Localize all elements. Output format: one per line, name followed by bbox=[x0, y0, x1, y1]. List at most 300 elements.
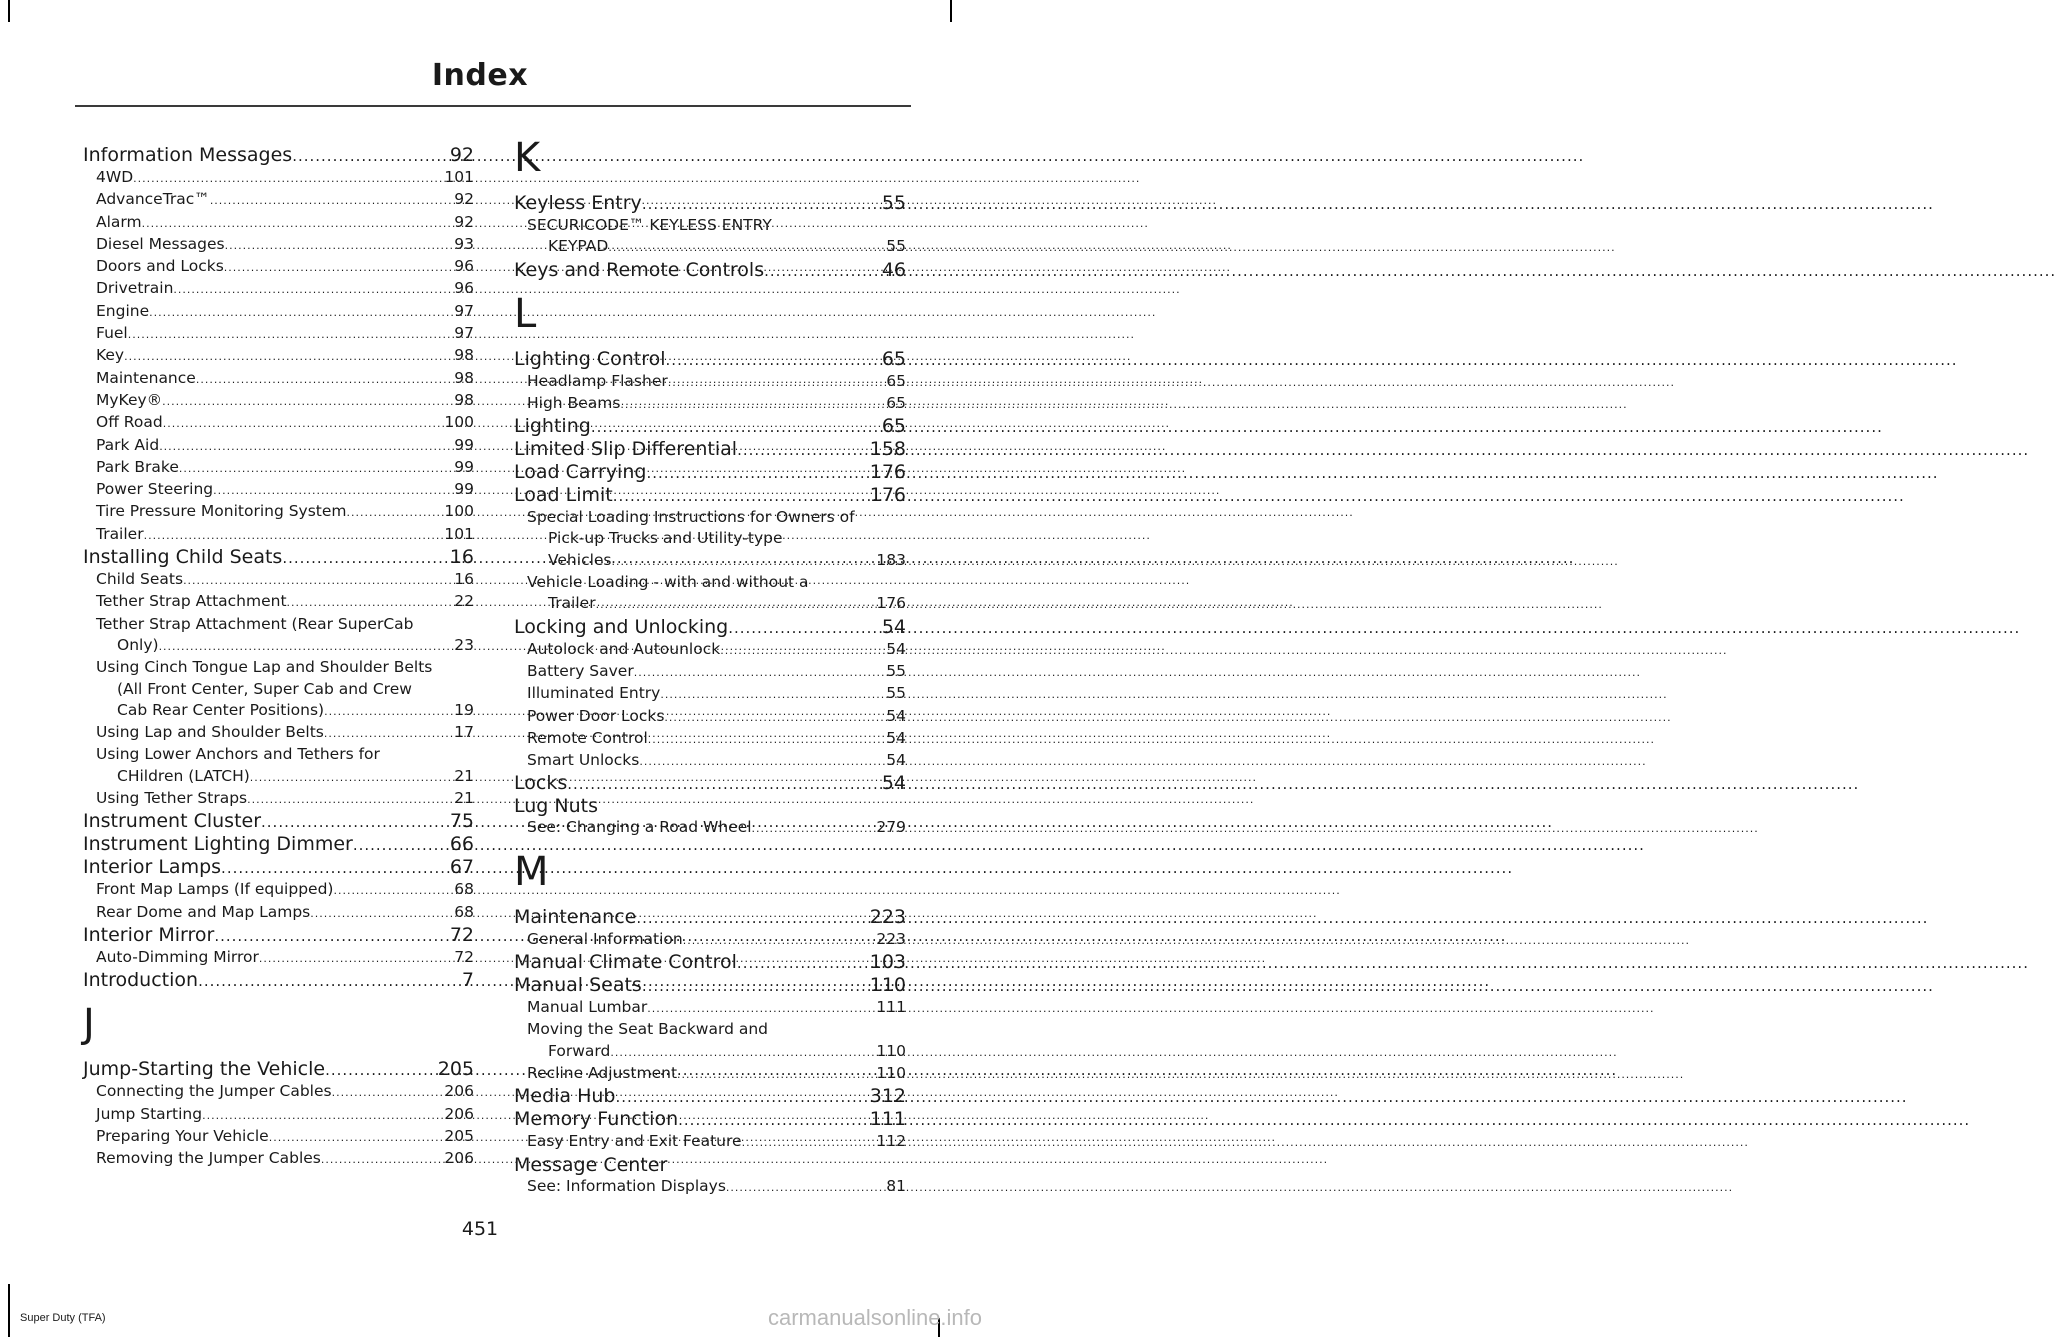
index-subentry[interactable] bbox=[83, 1126, 474, 1148]
page-ref: 19 bbox=[454, 700, 474, 719]
entry-label: Illuminated Entry bbox=[527, 684, 661, 703]
index-subentry[interactable] bbox=[83, 345, 474, 367]
index-entry[interactable] bbox=[514, 906, 906, 929]
entry-label: Maintenance bbox=[96, 368, 196, 387]
dot-leader bbox=[321, 1149, 445, 1170]
index-entry[interactable] bbox=[83, 1058, 474, 1081]
dot-leader bbox=[752, 818, 877, 839]
index-subentry[interactable] bbox=[514, 1131, 906, 1153]
entry-label: Information Messages bbox=[83, 144, 293, 166]
index-subentry[interactable] bbox=[83, 189, 474, 211]
dot-leader bbox=[612, 551, 877, 572]
dot-leader bbox=[737, 439, 870, 461]
page-ref: 110 bbox=[876, 1041, 906, 1060]
index-subentry[interactable] bbox=[514, 683, 906, 705]
entry-label: Load Carrying bbox=[514, 461, 647, 484]
dot-leader bbox=[247, 789, 454, 810]
index-entry[interactable] bbox=[83, 144, 474, 167]
dot-leader bbox=[196, 369, 454, 390]
index-entry[interactable] bbox=[514, 461, 906, 484]
index-entry[interactable] bbox=[514, 438, 906, 461]
page-ref: 54 bbox=[881, 615, 906, 638]
entry-label: Manual Lumbar bbox=[527, 998, 648, 1017]
dot-leader bbox=[642, 193, 882, 215]
index-subentry[interactable] bbox=[83, 902, 474, 924]
index-entry[interactable] bbox=[514, 772, 906, 795]
dot-leader bbox=[646, 462, 869, 484]
page-ref: 65 bbox=[881, 415, 906, 438]
entry-label: Power Steering bbox=[96, 480, 214, 499]
index-subentry[interactable] bbox=[83, 1148, 474, 1170]
index-subentry[interactable] bbox=[514, 215, 906, 259]
page-ref: 110 bbox=[876, 1063, 906, 1082]
page-ref: 65 bbox=[881, 347, 906, 370]
entry-label: Using Tether Straps bbox=[96, 789, 248, 808]
page-ref: 206 bbox=[444, 1104, 474, 1123]
page-ref: 176 bbox=[869, 461, 906, 484]
index-subentry[interactable] bbox=[83, 788, 474, 810]
page-ref: 23 bbox=[454, 635, 474, 654]
page-ref: 98 bbox=[454, 368, 474, 387]
dot-leader bbox=[636, 907, 869, 929]
index-subentry[interactable] bbox=[83, 501, 474, 523]
index-subentry[interactable] bbox=[83, 412, 474, 434]
entry-label: Locks bbox=[514, 772, 568, 795]
dot-leader bbox=[678, 1109, 870, 1131]
index-subentry[interactable] bbox=[83, 368, 474, 390]
entry-label-continued: Cab Rear Center Positions) bbox=[117, 700, 325, 719]
dot-leader bbox=[613, 485, 870, 507]
page-ref: 99 bbox=[454, 435, 474, 454]
crop-mark-bottom-left bbox=[8, 1284, 10, 1337]
page-ref: 92 bbox=[449, 144, 474, 166]
index-subentry[interactable] bbox=[514, 1176, 906, 1198]
dot-leader bbox=[639, 751, 886, 772]
index-subentry[interactable] bbox=[83, 323, 474, 345]
page-ref: 96 bbox=[454, 257, 474, 276]
dot-leader bbox=[128, 324, 455, 345]
entry-label: Introduction bbox=[83, 969, 199, 992]
index-subentry[interactable] bbox=[514, 572, 906, 616]
page-ref: 54 bbox=[886, 639, 906, 658]
page-ref: 101 bbox=[444, 168, 474, 186]
entry-label: Maintenance bbox=[514, 905, 637, 928]
entry-last-line bbox=[83, 766, 474, 788]
dot-leader bbox=[213, 480, 454, 501]
page-ref: 16 bbox=[449, 546, 474, 569]
entry-label-continued: Trailer bbox=[548, 594, 596, 613]
index-heading: Lug Nuts bbox=[514, 795, 598, 818]
index-entry[interactable] bbox=[83, 924, 474, 947]
dot-leader bbox=[324, 723, 454, 744]
page-ref: 65 bbox=[886, 393, 906, 412]
entry-last-line bbox=[514, 593, 906, 615]
index-subentry[interactable] bbox=[514, 1019, 906, 1063]
dot-leader bbox=[608, 237, 886, 258]
page-ref: 205 bbox=[437, 1058, 474, 1081]
dot-leader bbox=[333, 880, 454, 901]
page-ref: 111 bbox=[876, 998, 906, 1017]
dot-leader bbox=[610, 1042, 876, 1063]
index-subentry[interactable] bbox=[514, 661, 906, 683]
entry-label: Installing Child Seats bbox=[83, 546, 283, 569]
page-ref: 111 bbox=[869, 1108, 906, 1131]
dot-leader bbox=[332, 1082, 445, 1103]
entry-label-continued: Forward bbox=[548, 1041, 611, 1060]
page-ref: 7 bbox=[461, 969, 474, 992]
page-ref: 54 bbox=[886, 751, 906, 770]
entry-label: Tire Pressure Monitoring System bbox=[96, 502, 347, 521]
entry-label: Manual Seats bbox=[514, 974, 642, 997]
dot-leader bbox=[660, 684, 886, 705]
dot-leader bbox=[210, 190, 454, 211]
index-subentry[interactable] bbox=[83, 435, 474, 457]
page-ref: 55 bbox=[886, 237, 906, 256]
dot-leader bbox=[149, 302, 454, 323]
section-letter: K bbox=[514, 135, 541, 181]
entry-label: Front Map Lamps (If equipped) bbox=[96, 880, 334, 899]
index-subentry[interactable] bbox=[83, 569, 474, 591]
page-ref: 21 bbox=[454, 766, 474, 785]
index-subentry[interactable] bbox=[83, 1104, 474, 1126]
dot-leader bbox=[159, 636, 455, 657]
page-ref: 22 bbox=[454, 592, 474, 611]
entry-label: Media Hub bbox=[514, 1085, 616, 1108]
index-entry[interactable] bbox=[514, 1108, 906, 1131]
entry-label: Keys and Remote Controls bbox=[514, 258, 765, 281]
index-subentry[interactable] bbox=[514, 997, 906, 1019]
page-ref: 96 bbox=[454, 279, 474, 298]
dot-leader bbox=[179, 458, 454, 479]
page-ref: 279 bbox=[876, 818, 906, 837]
index-entry[interactable] bbox=[83, 856, 474, 879]
dot-leader bbox=[677, 1064, 876, 1085]
entry-last-line bbox=[514, 550, 906, 572]
page-ref: 67 bbox=[449, 856, 474, 879]
page-ref: 46 bbox=[881, 258, 906, 281]
index-subentry[interactable] bbox=[514, 929, 906, 951]
page-ref: 103 bbox=[869, 951, 906, 974]
index-subentry[interactable] bbox=[83, 657, 474, 722]
index-subentry[interactable] bbox=[514, 1063, 906, 1085]
page-ref: 75 bbox=[449, 810, 474, 833]
dot-leader bbox=[591, 416, 882, 438]
dot-leader bbox=[287, 592, 455, 613]
dot-leader bbox=[310, 903, 454, 924]
dot-leader bbox=[133, 168, 444, 189]
index-subentry[interactable] bbox=[514, 393, 906, 415]
dot-leader bbox=[162, 391, 454, 412]
index-entry[interactable] bbox=[514, 951, 906, 974]
page-ref: 98 bbox=[454, 346, 474, 365]
entry-last-line bbox=[83, 700, 474, 722]
page-ref: 55 bbox=[881, 192, 906, 214]
entry-label: Moving the Seat Backward and bbox=[527, 1020, 768, 1039]
entry-label: Doors and Locks bbox=[96, 257, 224, 276]
entry-label: Special Loading Instructions for Owners of bbox=[527, 508, 855, 527]
entry-label: Smart Unlocks bbox=[527, 751, 640, 770]
entry-label: Removing the Jumper Cables bbox=[96, 1149, 321, 1168]
index-entry[interactable] bbox=[514, 974, 906, 997]
page-ref: 100 bbox=[444, 413, 474, 432]
index-entry[interactable] bbox=[514, 484, 906, 507]
entry-label: Using Lap and Shoulder Belts bbox=[96, 723, 324, 742]
entry-label: Diesel Messages bbox=[96, 234, 225, 253]
index-subentry[interactable] bbox=[83, 524, 474, 546]
entry-label: Locking and Unlocking bbox=[514, 615, 729, 638]
entry-label: Trailer bbox=[96, 524, 144, 543]
entry-label-continued: Pick-up Trucks and Utility-type bbox=[548, 529, 783, 548]
dot-leader bbox=[163, 413, 445, 434]
index-subentry[interactable] bbox=[83, 234, 474, 256]
entry-label: Jump-Starting the Vehicle bbox=[83, 1058, 326, 1081]
entry-label-continued: Only) bbox=[117, 635, 159, 654]
entry-label-continued: Vehicles bbox=[548, 550, 612, 569]
entry-label: Park Aid bbox=[96, 435, 160, 454]
index-subentry[interactable] bbox=[83, 301, 474, 323]
page-ref: 223 bbox=[869, 905, 906, 928]
section-letter: J bbox=[83, 1001, 95, 1048]
page-ref: 100 bbox=[444, 502, 474, 521]
entry-label: Battery Saver bbox=[527, 661, 634, 680]
entry-label: Using Cinch Tongue Lap and Shoulder Belts bbox=[96, 658, 433, 677]
page-ref: 99 bbox=[454, 480, 474, 499]
entry-label-continued: CHildren (LATCH) bbox=[117, 766, 250, 785]
dot-leader bbox=[347, 502, 445, 523]
index-subentry[interactable] bbox=[514, 507, 906, 572]
entry-label: Instrument Cluster bbox=[83, 810, 262, 833]
dot-leader bbox=[259, 948, 454, 969]
index-subentry[interactable] bbox=[83, 947, 474, 969]
entry-label: Memory Function bbox=[514, 1108, 679, 1131]
entry-label: Fuel bbox=[96, 324, 128, 343]
dot-leader bbox=[616, 1086, 870, 1108]
dot-leader bbox=[225, 235, 455, 256]
entry-last-line bbox=[83, 635, 474, 657]
entry-label: Recline Adjustment bbox=[527, 1063, 678, 1082]
crop-mark-top-left bbox=[8, 0, 10, 22]
page-ref: 92 bbox=[454, 190, 474, 209]
dot-leader bbox=[124, 346, 454, 367]
dot-leader bbox=[737, 952, 870, 974]
index-subentry[interactable] bbox=[83, 722, 474, 744]
index-subentry[interactable] bbox=[514, 371, 906, 393]
page-ref: 17 bbox=[454, 723, 474, 742]
dot-leader bbox=[742, 1132, 877, 1153]
watermark: carmanualsonline.info bbox=[768, 1305, 983, 1330]
entry-label: Auto-Dimming Mirror bbox=[96, 947, 259, 966]
entry-label: Jump Starting bbox=[96, 1104, 203, 1123]
dot-leader bbox=[666, 349, 882, 371]
page-ref: 16 bbox=[454, 570, 474, 589]
page-title: Index bbox=[431, 58, 529, 93]
page-ref: 312 bbox=[869, 1085, 906, 1108]
page-ref: 101 bbox=[444, 524, 474, 543]
dot-leader bbox=[648, 729, 887, 750]
dot-leader bbox=[720, 640, 886, 661]
index-entry[interactable] bbox=[514, 348, 906, 371]
page-ref: 66 bbox=[449, 833, 474, 856]
entry-label: Limited Slip Differential bbox=[514, 438, 738, 461]
page-ref: 176 bbox=[869, 484, 906, 507]
page-ref: 93 bbox=[454, 234, 474, 253]
entry-label: Lighting bbox=[514, 415, 591, 438]
entry-label: Child Seats bbox=[96, 570, 184, 589]
index-subentry[interactable] bbox=[83, 278, 474, 300]
dot-leader bbox=[261, 811, 450, 833]
dot-leader bbox=[198, 970, 462, 992]
dot-leader bbox=[567, 773, 882, 795]
dot-leader bbox=[620, 394, 886, 415]
page-ref: 110 bbox=[869, 974, 906, 997]
dot-leader bbox=[282, 547, 449, 569]
dot-leader bbox=[353, 834, 450, 856]
page-ref: 65 bbox=[886, 371, 906, 390]
index-subentry[interactable] bbox=[514, 728, 906, 750]
index-entry[interactable] bbox=[514, 415, 906, 438]
dot-leader bbox=[596, 594, 877, 615]
index-subentry[interactable] bbox=[83, 591, 474, 613]
page-ref: 72 bbox=[454, 947, 474, 966]
entry-label: Vehicle Loading - with and without a bbox=[527, 573, 809, 592]
page-ref: 81 bbox=[886, 1176, 906, 1195]
dot-leader bbox=[642, 975, 870, 997]
page-ref: 158 bbox=[869, 438, 906, 461]
page-ref: 205 bbox=[444, 1126, 474, 1145]
index-entry[interactable] bbox=[514, 192, 906, 215]
dot-leader bbox=[647, 998, 876, 1019]
dot-leader bbox=[144, 525, 445, 546]
entry-label: SECURICODE™ KEYLESS ENTRY bbox=[527, 216, 772, 234]
page-ref: 92 bbox=[454, 212, 474, 231]
index-subentry[interactable] bbox=[83, 879, 474, 901]
entry-label: 4WD bbox=[96, 168, 134, 186]
dot-leader bbox=[173, 279, 454, 300]
entry-label: Tether Strap Attachment (Rear SuperCab bbox=[96, 614, 414, 633]
index-entry[interactable] bbox=[83, 969, 474, 992]
index-entry[interactable] bbox=[514, 259, 906, 282]
title-divider bbox=[75, 105, 911, 107]
entry-label: Load Limit bbox=[514, 484, 613, 507]
index-subentry[interactable] bbox=[83, 479, 474, 501]
crop-mark-top-right bbox=[950, 0, 952, 22]
page-number: 451 bbox=[461, 1218, 499, 1240]
dot-leader bbox=[183, 570, 454, 591]
index-subentry[interactable] bbox=[514, 639, 906, 661]
index-column-right bbox=[514, 135, 906, 1198]
index-subentry[interactable] bbox=[83, 212, 474, 234]
dot-leader bbox=[159, 436, 454, 457]
entry-last-line bbox=[514, 236, 906, 258]
entry-label: Tether Strap Attachment bbox=[96, 592, 287, 611]
index-subentry[interactable] bbox=[83, 457, 474, 479]
dot-leader bbox=[250, 767, 454, 788]
page-ref: 99 bbox=[454, 457, 474, 476]
index-entry[interactable] bbox=[514, 1085, 906, 1108]
entry-last-line bbox=[514, 1041, 906, 1063]
entry-label: AdvanceTrac™ bbox=[96, 190, 210, 209]
entry-label: Manual Climate Control bbox=[514, 951, 737, 974]
section-letter: M bbox=[514, 848, 549, 895]
entry-label: Autolock and Autounlock bbox=[527, 639, 721, 658]
page-ref: 72 bbox=[449, 923, 474, 946]
index-column-left bbox=[83, 144, 474, 1170]
index-entry[interactable] bbox=[514, 616, 906, 639]
index-subentry[interactable] bbox=[83, 1081, 474, 1103]
index-entry[interactable] bbox=[83, 546, 474, 569]
page-ref: 98 bbox=[454, 390, 474, 409]
index-subentry[interactable] bbox=[83, 167, 474, 189]
page-ref: 54 bbox=[881, 772, 906, 795]
entry-label: Headlamp Flasher bbox=[527, 371, 668, 390]
dot-leader bbox=[214, 925, 449, 947]
index-heading: Message Center bbox=[514, 1153, 668, 1176]
page-ref: 54 bbox=[886, 706, 906, 725]
index-subentry[interactable] bbox=[83, 614, 474, 658]
footer-model: Super Duty (TFA) bbox=[20, 1312, 106, 1324]
index-subentry[interactable] bbox=[514, 817, 906, 839]
page-ref: 54 bbox=[886, 728, 906, 747]
index-subentry[interactable] bbox=[514, 750, 906, 772]
dot-leader bbox=[202, 1105, 444, 1126]
dot-leader bbox=[325, 1059, 438, 1081]
entry-label: General Information bbox=[527, 929, 683, 948]
index-subentry[interactable] bbox=[514, 706, 906, 728]
entry-label: Park Brake bbox=[96, 457, 179, 476]
index-subentry[interactable] bbox=[83, 744, 474, 788]
entry-label: Easy Entry and Exit Feature bbox=[527, 1132, 742, 1151]
dot-leader bbox=[292, 145, 450, 167]
page-ref: 97 bbox=[454, 324, 474, 343]
dot-leader bbox=[664, 707, 886, 728]
page-ref: 112 bbox=[876, 1132, 906, 1151]
page-ref: 55 bbox=[886, 684, 906, 703]
dot-leader bbox=[224, 257, 454, 278]
index-entry[interactable] bbox=[83, 810, 474, 833]
entry-label: MyKey® bbox=[96, 390, 163, 409]
entry-label: Instrument Lighting Dimmer bbox=[83, 833, 353, 856]
page-ref: 68 bbox=[454, 902, 474, 921]
entry-label: Engine bbox=[96, 301, 150, 320]
section-letter: L bbox=[514, 290, 537, 337]
dot-leader bbox=[324, 701, 454, 722]
index-subentry[interactable] bbox=[83, 390, 474, 412]
dot-leader bbox=[683, 930, 877, 951]
page-ref: 206 bbox=[444, 1082, 474, 1101]
entry-label: Interior Mirror bbox=[83, 923, 215, 946]
entry-label: Drivetrain bbox=[96, 279, 174, 298]
entry-label: High Beams bbox=[527, 393, 621, 412]
dot-leader bbox=[728, 617, 882, 639]
page-ref: 97 bbox=[454, 301, 474, 320]
dot-leader bbox=[221, 857, 450, 879]
entry-label: Using Lower Anchors and Tethers for bbox=[96, 745, 380, 764]
entry-label: Preparing Your Vehicle bbox=[96, 1126, 269, 1145]
dot-leader bbox=[634, 662, 887, 683]
dot-leader bbox=[764, 260, 882, 282]
page-ref: 176 bbox=[876, 594, 906, 613]
entry-label: See: Changing a Road Wheel bbox=[527, 818, 752, 837]
page-ref: 21 bbox=[454, 789, 474, 808]
index-entry[interactable] bbox=[83, 833, 474, 856]
entry-label: Interior Lamps bbox=[83, 856, 222, 879]
entry-label: Rear Dome and Map Lamps bbox=[96, 902, 311, 921]
index-subentry[interactable] bbox=[83, 256, 474, 278]
entry-label: Remote Control bbox=[527, 728, 648, 747]
entry-label: Power Door Locks bbox=[527, 706, 665, 725]
page-ref: 183 bbox=[876, 550, 906, 569]
entry-label: Alarm bbox=[96, 212, 142, 231]
